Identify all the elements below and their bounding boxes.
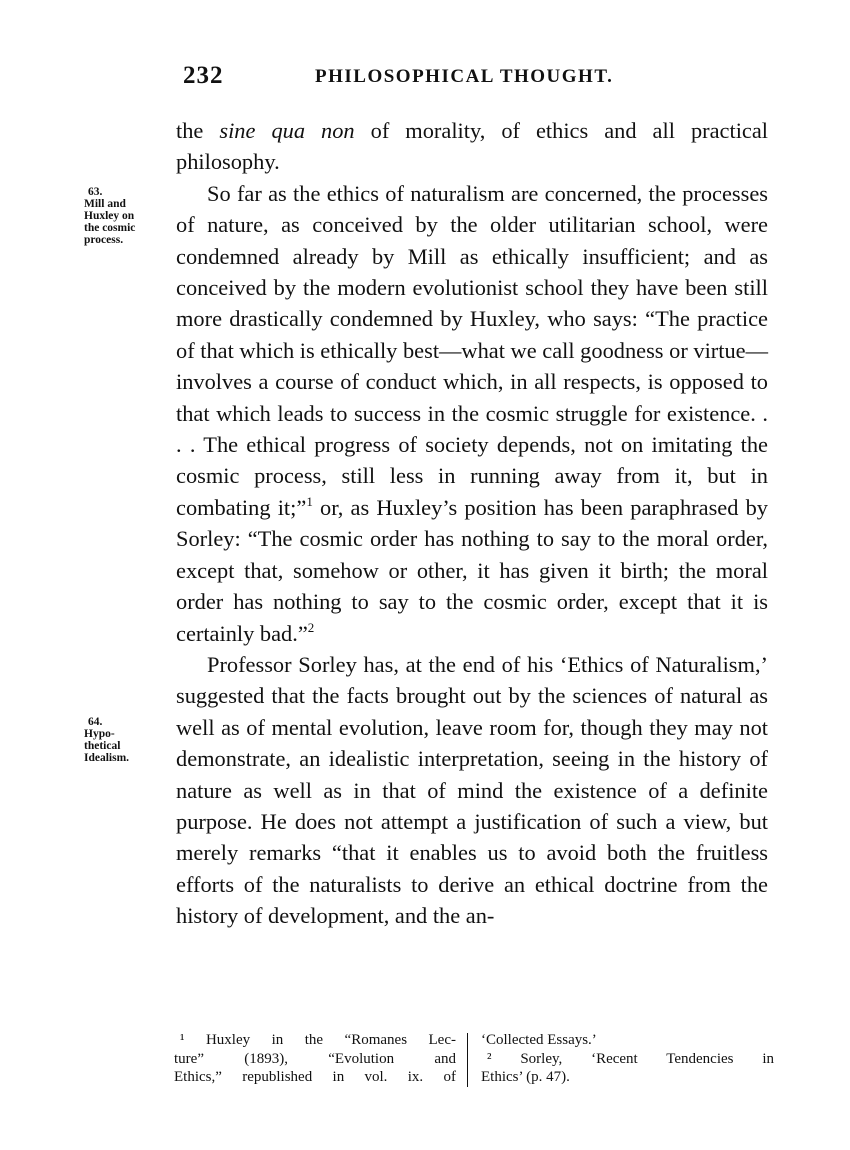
footnote-line: Ethics,” republished in vol. ix. of bbox=[174, 1069, 456, 1085]
footnote-column-divider bbox=[467, 1033, 468, 1087]
margin-note-number: 63. bbox=[88, 186, 103, 198]
footnote-line: ture” (1893), “Evolution and bbox=[174, 1050, 456, 1067]
paragraph-text: or, as Huxley’s position has been paraphrased by Sorley: “The cosmic order has nothing to say to the moral order, except that, somehow or other, it has given it birth; the moral order has nothing to say to the cosmic order, except that it is certainly bad.” bbox=[176, 494, 768, 646]
footnote-ref-1: 1 bbox=[306, 493, 313, 509]
footnotes bbox=[174, 1031, 774, 1091]
page-number: 232 bbox=[183, 62, 224, 89]
margin-note-64 bbox=[84, 716, 166, 764]
paragraph-text: So far as the ethics of naturalism are concerned, the processes of nature, as conceived by the older utilitarian school, were condemned already by Mill as ethically insufficient; and as conceived by the modern evolutionist school they have been still more drastically condemned by Huxley, who says: “The practice of that which is ethically best—what we call goodness or virtue—involves a course of conduct which, in all respects, is opposed to that which leads to success in the cosmic struggle for existence. . . . The ethical progress of society depends, not on imitating the cosmic process, still less in running away from it, but in combating it;” bbox=[176, 180, 768, 520]
margin-note-line: thetical bbox=[84, 740, 121, 752]
margin-note-63 bbox=[84, 186, 166, 246]
paragraph-3 bbox=[176, 649, 768, 932]
margin-note-line: Idealism. bbox=[84, 752, 130, 764]
paragraph-2 bbox=[176, 178, 768, 649]
body-text bbox=[176, 115, 768, 932]
paragraph-text: Professor Sorley has, at the end of his ‘Ethics of Naturalism,’ suggested that the facts brought out by the sciences of natural as well as of mental evolution, leave room for, though they may not demonstrate, an idealistic interpretation, seeing in the history of nature as well as in that of mind the existence of a definite purpose. He does not attempt a justification of such a view, but merely remarks “that it enables us to avoid both the fruitless efforts of the naturalists to derive an ethical doctrine from the history of development, and the an- bbox=[176, 651, 768, 929]
running-head bbox=[175, 60, 770, 96]
margin-note-number: 64. bbox=[88, 716, 103, 728]
running-title: PHILOSOPHICAL THOUGHT. bbox=[315, 66, 614, 87]
paragraph-text: the bbox=[176, 118, 220, 143]
italic-phrase: sine qua non bbox=[219, 118, 355, 143]
footnotes-left-column bbox=[174, 1031, 456, 1087]
paragraph-text: of morality, of ethics and all practical philosophy. bbox=[176, 118, 769, 175]
margin-note-line: Huxley on bbox=[84, 210, 135, 222]
margin-note-line: Hypo- bbox=[84, 728, 115, 740]
footnote-line: ‘Collected Essays.’ bbox=[481, 1032, 597, 1048]
footnote-line: Ethics’ (p. 47). bbox=[481, 1069, 570, 1085]
footnote-line: ² Sorley, ‘Recent Tendencies in bbox=[487, 1050, 774, 1067]
margin-note-line: process. bbox=[84, 234, 124, 246]
footnote-ref-2: 2 bbox=[307, 619, 315, 635]
footnote-line: ¹ Huxley in the “Romanes Lec- bbox=[180, 1032, 456, 1048]
margin-note-line: Mill and bbox=[84, 198, 126, 210]
margin-note-line: the cosmic bbox=[84, 222, 136, 234]
footnotes-right-column bbox=[481, 1031, 774, 1087]
paragraph-1 bbox=[176, 115, 768, 178]
